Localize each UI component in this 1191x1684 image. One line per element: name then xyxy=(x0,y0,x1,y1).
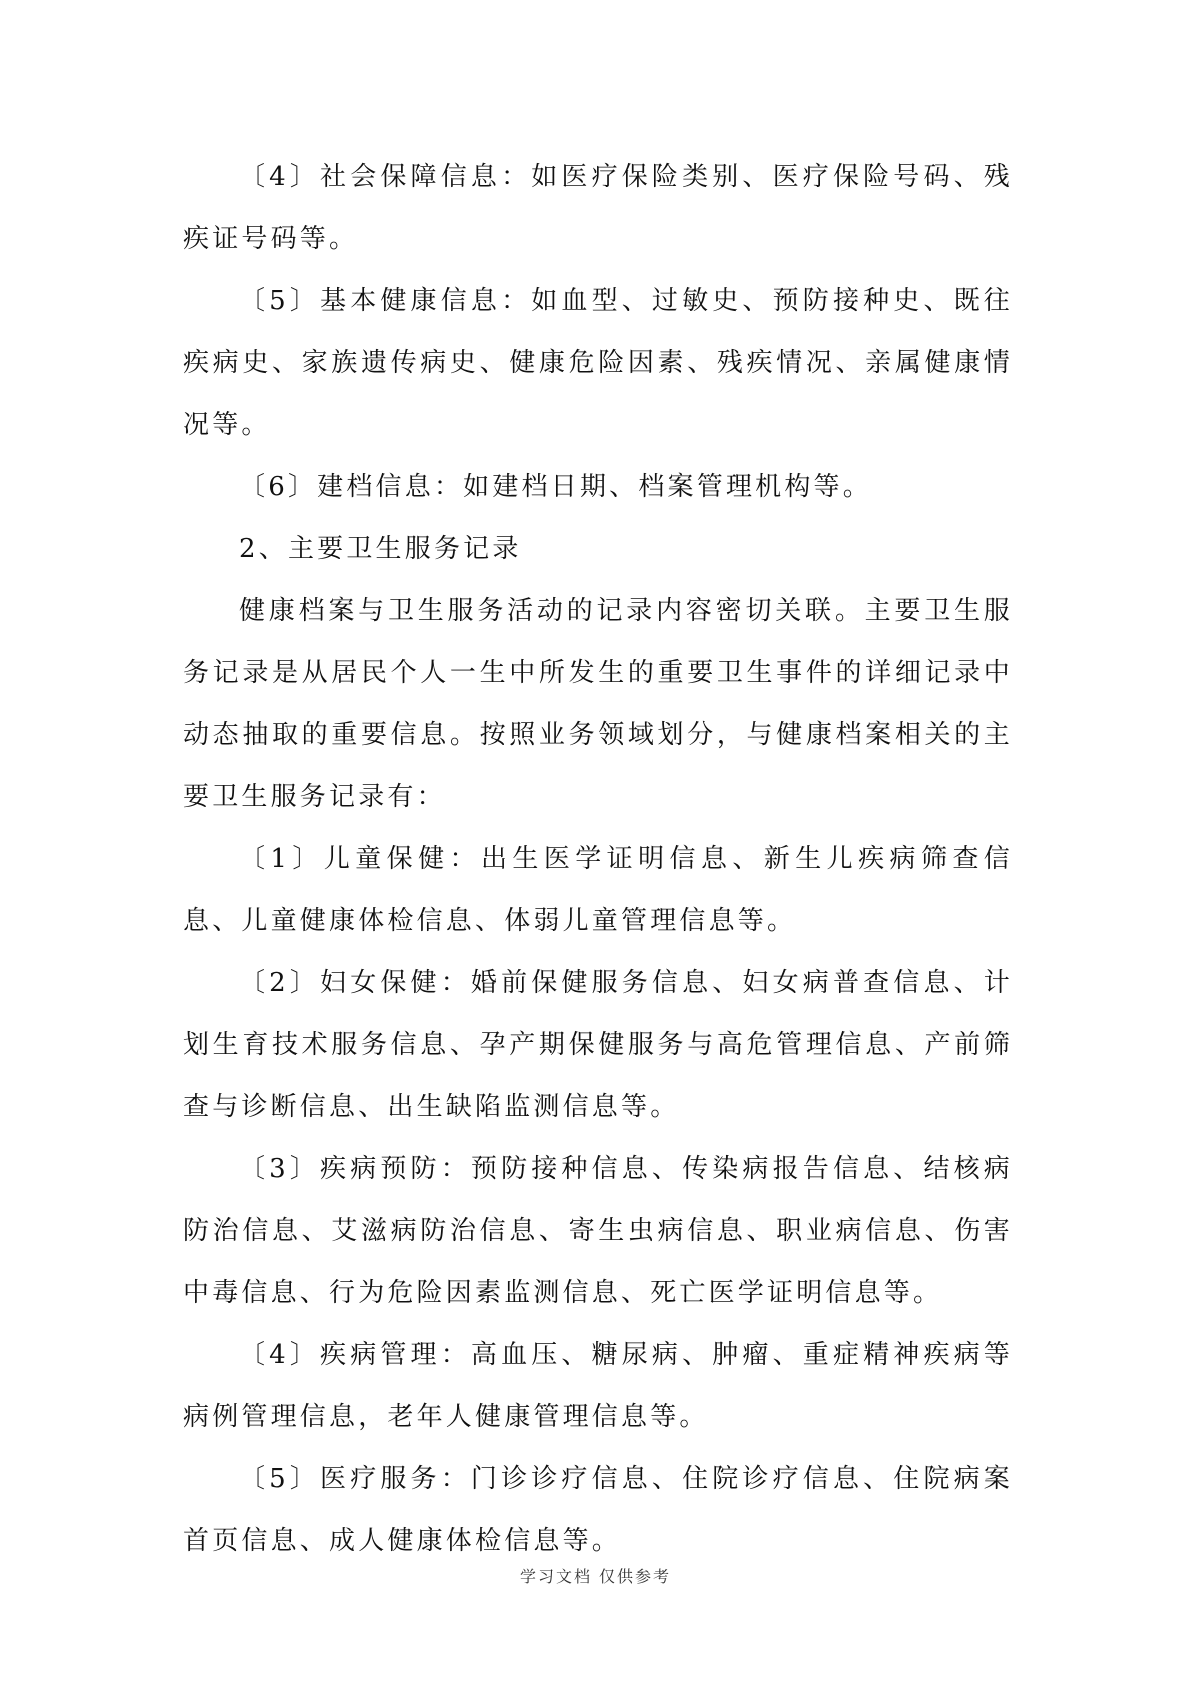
document-body xyxy=(183,146,1013,1572)
paragraph-women-health-care: 〔2〕妇女保健：婚前保健服务信息、妇女病普查信息、计划生育技术服务信息、孕产期保健服务与高危管理信息、产前筛查与诊断信息、出生缺陷监测信息等。 xyxy=(183,968,1013,1122)
paragraph-social-security-info: 〔4〕社会保障信息：如医疗保险类别、医疗保险号码、残疾证号码等。 xyxy=(183,162,1013,254)
paragraph-disease-management: 〔4〕疾病管理：高血压、糖尿病、肿瘤、重症精神疾病等病例管理信息，老年人健康管理信息等。 xyxy=(183,1340,1013,1432)
paragraph-medical-services: 〔5〕医疗服务：门诊诊疗信息、住院诊疗信息、住院病案首页信息、成人健康体检信息等。 xyxy=(183,1464,1013,1556)
paragraph-child-health-care: 〔1〕儿童保健：出生医学证明信息、新生儿疾病筛查信息、儿童健康体检信息、体弱儿童管理信息等。 xyxy=(183,844,1013,936)
paragraph-disease-prevention: 〔3〕疾病预防：预防接种信息、传染病报告信息、结核病防治信息、艾滋病防治信息、寄生虫病信息、职业病信息、伤害中毒信息、行为危险因素监测信息、死亡医学证明信息等。 xyxy=(183,1154,1013,1308)
paragraph-basic-health-info: 〔5〕基本健康信息：如血型、过敏史、预防接种史、既往疾病史、家族遗传病史、健康危险因素、残疾情况、亲属健康情况等。 xyxy=(183,286,1013,440)
section-heading-health-service-records: 2、主要卫生服务记录 xyxy=(239,534,522,564)
paragraph-record-creation-info: 〔6〕建档信息：如建档日期、档案管理机构等。 xyxy=(239,472,872,502)
paragraph-service-records-intro: 健康档案与卫生服务活动的记录内容密切关联。主要卫生服务记录是从居民个人一生中所发生的重要卫生事件的详细记录中动态抽取的重要信息。按照业务领域划分，与健康档案相关的主要卫生服务记录有： xyxy=(183,596,1013,812)
page-footer: 学习文档 仅供参考 xyxy=(519,1567,672,1586)
